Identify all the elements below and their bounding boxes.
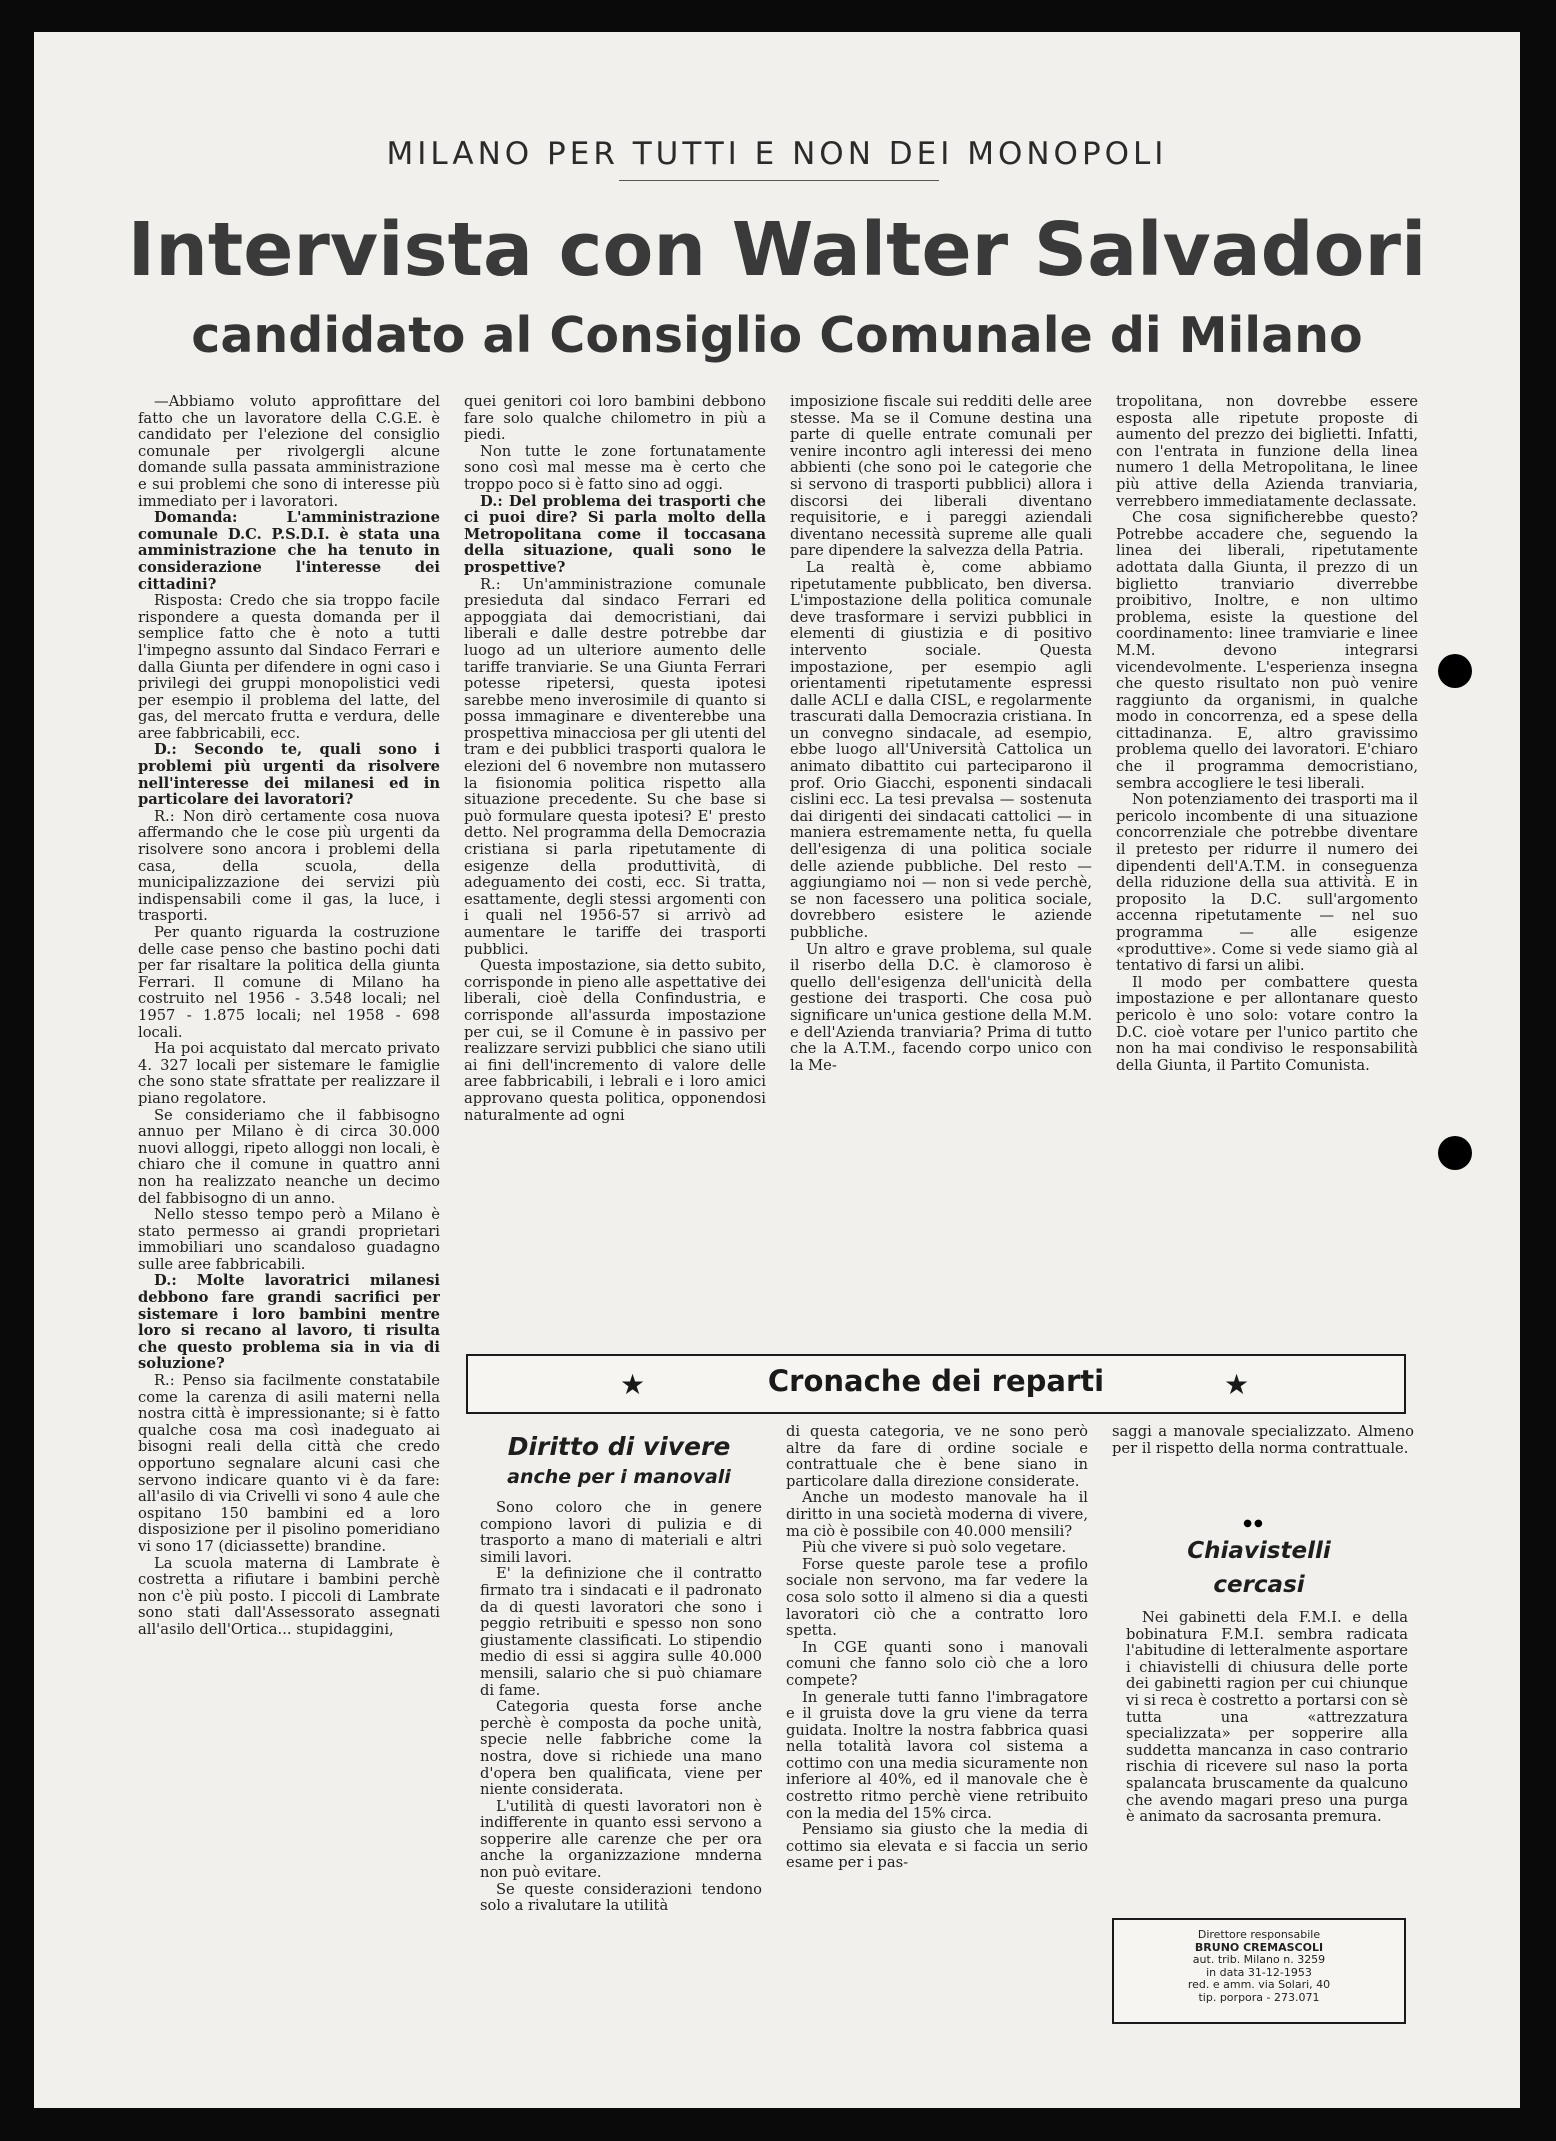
- paragraph: Questa impostazione, sia detto subito, corrisponde in pieno alle aspettative dei liberali, cioè della Confindustria, e corrisponde all'assurda impostazione per cui, se il Comune è in passivo per realizzare servizi pubblici che siano utili ai fini dell'incremento di valore delle aree fabbricabili, i lebrali e i loro amici approvano questa politica, opponendosi naturalmente ad ogni: [464, 957, 766, 1124]
- masthead-editor-name: BRUNO CREMASCOLI: [1194, 1940, 1324, 1954]
- masthead-role: Direttore responsabile: [1197, 1928, 1321, 1941]
- interview-column-2: [464, 394, 766, 1340]
- paragraph: Per quanto riguarda la costruzione delle case penso che bastino pochi dati per far risaltare la politica della giunta Ferrari. Il comune di Milano ha costruito nel 1956 - 3.548 locali; nel 1957 - 1.875 locali; nel 1958 - 698 locali.: [138, 924, 440, 1041]
- question-paragraph: D.: Molte lavoratrici milanesi debbono fare grandi sacrifici per sistemare i loro bambini mentre loro si recano al lavoro, ti risulta che questo problema sia in via di soluzione?: [138, 1272, 440, 1373]
- paragraph: Sono coloro che in genere compiono lavori di pulizia e di trasporto a mano di materiali e altri simili lavori.: [480, 1500, 762, 1566]
- subheadline: candidato al Consiglio Comunale di Milano: [191, 307, 1363, 364]
- paragraph: R.: Penso sia facilmente constatabile come la carenza di asili materni nella nostra città è impressionante; si è fatto qualche cosa ma così inadeguato ai bisogni reali della città che credo opportuno segnalare alcuni casi che servono indicare quanto vi è da fare: all'asilo di via Crivelli vi sono 4 aule che ospitano 150 bambini ed a loro disposizione per il pisolino pomeridiano vi sono 17 (diciassette) brandine.: [138, 1372, 440, 1555]
- article-subtitle-diritto: anche per i manovali: [507, 1466, 731, 1488]
- diritto-column-2: [786, 1424, 1088, 2052]
- paragraph: —Abbiamo voluto approfittare del fatto che un lavoratore della C.G.E. è candidato per l'elezione del consiglio comunale per rivolgergli alcune domande sulla passata amministrazione e sui problemi che sono di interesse più immediato per i lavoratori.: [138, 394, 440, 510]
- paragraph: Anche un modesto manovale ha il diritto in una società moderna di vivere, ma ciò è possibile con 40.000 mensili?: [786, 1489, 1088, 1540]
- paragraph: saggi a manovale specializzato. Almeno per il rispetto della norma contrattuale.: [1112, 1424, 1414, 1457]
- paragraph: La realtà è, come abbiamo ripetutamente pubblicato, ben diversa. L'impostazione della politica comunale deve trasformare i servizi pubblici in elementi di giustizia e di positivo intervento sociale. Questa impostazione, per esempio agli orientamenti ripetutamente espressi dalle ACLI e dalla CISL, e regolarmente trascurati dalla Democrazia cristiana. In un convegno sindacale, ad esempio, ebbe luogo all'Università Cattolica un animato dibattito cui parteciparono il prof. Orio Giacchi, esponenti sindacali cislini ecc. La tesi prevalsa — sostenuta dai dirigenti dei sindacati cattolici — in maniera estremamente netta, fu quella dell'esigenza di una politica sociale delle aziende pubbliche. Del resto — aggiungiamo noi — non si vede perchè, se non facessero una politica sociale, dovrebbero esistere le aziende pubbliche.: [790, 558, 1092, 941]
- paragraph: di questa categoria, ve ne sono però altre da fare di ordine sociale e contrattuale che è bene siano in particolare dalla direzione considerate.: [786, 1424, 1088, 1490]
- paragraph: Categoria questa forse anche perchè è composta da poche unità, specie nelle fabbriche come la nostra, dove si richiede una mano d'opera ben qualificata, viene per niente considerata.: [480, 1698, 762, 1799]
- question-paragraph: D.: Secondo te, quali sono i problemi più urgenti da risolvere nell'interesse dei milanesi ed in particolare dei lavoratori?: [138, 741, 440, 809]
- paragraph: Forse queste parole tese a profilo sociale non servono, ma far vedere la cosa solo sotto il almeno si dia a questi lavoratori ciò che a contratto loro spetta.: [786, 1555, 1088, 1640]
- kicker-title: MILANO PER TUTTI E NON DEI MONOPOLI: [386, 136, 1168, 172]
- paragraph: Non tutte le zone fortunatamente sono così mal messe ma è certo che troppo poco si è fatto sino ad oggi.: [464, 442, 766, 493]
- star-icon: ★: [1224, 1368, 1250, 1401]
- paragraph: Risposta: Credo che sia troppo facile rispondere a questa domanda per il semplice fatto che è noto a tutti l'impegno assunto dal Sindaco Ferrari e dalla Giunta per difendere in ogni caso i privilegi dei gruppi monopolistici vedi per esempio il problema del latte, del gas, del mercato frutta e verdura, delle aree fabbricabili, ecc.: [138, 592, 440, 742]
- paragraph: Nello stesso tempo però a Milano è stato permesso ai grandi proprietari immobiliari uno scandaloso guadagno sulle aree fabbricabili.: [138, 1206, 440, 1273]
- paragraph: In CGE quanti sono i manovali comuni che fanno solo ciò che a loro compete?: [786, 1638, 1088, 1689]
- diritto-column-3: [1112, 1424, 1414, 1484]
- paragraph: Pensiamo sia giusto che la media di cottimo sia elevata e si faccia un serio esame per i pas-: [786, 1821, 1088, 1872]
- kicker-underline: [619, 180, 939, 181]
- paragraph: Nei gabinetti dela F.M.I. e della bobinatura F.M.I. sembra radicata l'abitudine di letteralmente asportare i chiavistelli di chiusura delle porte dei gabinetti ragion per cui chiunque vi si reca è costretto a portarsi con sè tutta una «attrezzatura specializzata» per sopperire alla suddetta mancanza in caso contrario rischia di ricevere sul naso la porta spalancata bruscamente da qualcuno che avendo magari preso una purga è animato da sacrosanta premura.: [1126, 1610, 1408, 1826]
- paragraph: Se queste considerazioni tendono solo a rivalutare la utilità: [480, 1880, 762, 1915]
- masthead-date: in data 31-12-1953: [1206, 1965, 1312, 1979]
- paragraph: Ha poi acquistato dal mercato privato 4. 327 locali per sistemare le famiglie che sono state sfrattate per realizzare il piano regolatore.: [138, 1040, 440, 1107]
- paragraph: R.: Non dirò certamente cosa nuova affermando che le cose più urgenti da risolvere sono ancora i problemi della casa, della scuola, della municipalizzazione dei servizi più indispensabili come il gas, la luce, i trasporti.: [138, 807, 440, 925]
- masthead-address: red. e amm. via Solari, 40: [1187, 1978, 1331, 1992]
- article-subtitle-chiavistelli: cercasi: [1213, 1572, 1305, 1598]
- interview-column-1: [138, 394, 440, 2052]
- paragraph: L'utilità di questi lavoratori non è indifferente in quanto essi servono a sopperire alle carenze che per ora anche la organizzazione mnderna non può evitare.: [480, 1797, 762, 1882]
- paragraph: E' la definizione che il contratto firmato tra i sindacati e il padronato da di questi lavoratori che sono i peggio retribuiti e spesso non sono giustamente classificati. Lo stipendio medio di essi si aggira sulle 40.000 mensili, salario che si può chiamare di fame.: [480, 1565, 762, 1699]
- punch-hole-bottom: [1438, 1136, 1472, 1170]
- paragraph: Il modo per combattere questa impostazione e per allontanare questo pericolo è uno solo: votare contro la D.C. cioè votare per l'unico partito che non ha mai condiviso le responsabilità della Giunta, il Partito Comunista.: [1116, 973, 1418, 1074]
- article-title-chiavistelli: Chiavistelli: [1187, 1538, 1331, 1564]
- paragraph: Un altro e grave problema, sul quale il riserbo della D.C. è clamoroso è quello dell'esigenza dell'unicità della gestione dei trasporti. Che cosa può significare un'unica gestione della M.M. e dell'Azienda tranviaria? Prima di tutto che la A.T.M., facendo corpo unico con la Me-: [790, 940, 1092, 1074]
- masthead-authorization: aut. trib. Milano n. 3259: [1192, 1953, 1326, 1967]
- diritto-column-1: [480, 1500, 762, 2052]
- paragraph: Più che vivere si può solo vegetare.: [802, 1539, 1067, 1557]
- punch-hole-top: [1438, 654, 1472, 688]
- paragraph: In generale tutti fanno l'imbragatore e il gruista dove la gru viene da terra guidata. Inoltre la nostra fabbrica quasi nella totalità lavora col sistema a cottimo con una media sicuramente non inferiore al 40%, ed il manovale che è costretto ritmo perchè viene retribuito con la media del 15% circa.: [786, 1688, 1088, 1822]
- interview-column-4: [1116, 394, 1418, 1340]
- question-paragraph: Domanda: L'amministrazione comunale D.C. P.S.D.I. è stata una amministrazione che ha tenuto in considerazione l'interesse dei cittadini?: [138, 509, 440, 593]
- article-title-diritto: Diritto di vivere: [507, 1432, 731, 1461]
- paragraph: R.: Un'amministrazione comunale presieduta dal sindaco Ferrari ed appoggiata dai democristiani, dai liberali e dalle destre potrebbe dar luogo ad un ulteriore aumento delle tariffe tranviarie. Se una Giunta Ferrari potesse ripetersi, questa ipotesi sarebbe meno inverosimile di quanto si possa immaginare e diventerebbe una prospettiva minacciosa per gli utenti del tram e dei pubblici trasporti qualora le elezioni del 6 novembre non mutassero la fisionomia politica rispetto alla situazione precedente. Su che base si può formulare questa ipotesi? E' presto detto. Nel programma della Democrazia cristiana si parla ripetutamente di esigenze della produttività, di adeguamento dei costi, ecc. Si tratta, esattamente, degli stessi argomenti con i quali nel 1956-57 si arrivò ad aumentare le tariffe dei trasporti pubblici.: [464, 575, 766, 958]
- headline: Intervista con Walter Salvadori: [127, 207, 1427, 293]
- masthead-box: [1112, 1918, 1406, 2024]
- section-banner: [466, 1354, 1406, 1414]
- interview-column-3: [790, 394, 1092, 1340]
- paragraph: La scuola materna di Lambrate è costretta a rifiutare i bambini perchè non c'è più posto. I piccoli di Lambrate sono stati dall'Assessorato assegnati all'asilo dell'Ortica... stupidaggini,: [138, 1554, 440, 1638]
- paragraph: quei genitori coi loro bambini debbono fare solo qualche chilometro in più a piedi.: [464, 394, 766, 444]
- paragraph: Che cosa significherebbe questo? Potrebbe accadere che, seguendo la linea dei liberali, ripetutamente adottata dalla Giunta, il prezzo di un biglietto tranviario diverrebbe proibitivo, Inoltre, e non ultimo problema, esiste la questione del coordinamento: linee tramviarie e linee M.M. devono integrarsi vicendevolmente. L'esperienza insegna che questo risultato non può venire raggiunto da organismi, in qualche modo in concorrenza, ed a spese della cittadinanza. E, altro gravissimo problema quello dei lavoratori. E'chiaro che il programma democristiano, sembra accogliere le tesi liberali.: [1116, 509, 1418, 792]
- paragraph: Non potenziamento dei trasporti ma il pericolo incombente di una situazione concorrenziale che potrebbe diventare il pretesto per ridurre il numero dei dipendenti dell'A.T.M. in conseguenza della riduzione della sua attività. E in proposito la D.C. sull'argomento accenna ripetutamente — nel suo programma — alle esigenze «produttive». Come si vede siamo già al tentativo di farsi un alibi.: [1116, 791, 1418, 975]
- paragraph: tropolitana, non dovrebbe essere esposta alle ripetute proposte di aumento del prezzo dei biglietti. Infatti, con l'entrata in funzione della linea numero 1 della Metropolitana, le linee più attive della Azienda tranviaria, verrebbero immediatamente declassate.: [1116, 394, 1418, 510]
- masthead-printer: tip. porpora - 273.071: [1198, 1990, 1320, 2004]
- star-icon: ★: [620, 1368, 646, 1401]
- question-paragraph: D.: Del problema dei trasporti che ci puoi dire? Si parla molto della Metropolitana come il toccasana della situazione, quali sono le prospettive?: [464, 492, 766, 576]
- article-divider: ●●: [1243, 1518, 1265, 1529]
- paragraph: imposizione fiscale sui redditi delle aree stesse. Ma se il Comune destina una parte di quelle entrate comunali per venire incontro agli interessi dei meno abbienti (che sono poi le categorie che si servono di trasporti pubblici) allora i discorsi dei liberali diventano requisitorie, e i pareggi aziendali diventano necessità supreme alle quali pare dipendere la salvezza della Patria.: [790, 394, 1092, 560]
- newspaper-page: [34, 32, 1520, 2108]
- paragraph: Se consideriamo che il fabbisogno annuo per Milano è di circa 30.000 nuovi alloggi, ripeto alloggi non locali, è chiaro che il comune in quattro anni non ha realizzato neanche un decimo del fabbisogno di un anno.: [138, 1106, 440, 1207]
- section-title: Cronache dei reparti: [767, 1364, 1105, 1398]
- chiavistelli-body: [1126, 1610, 1408, 1910]
